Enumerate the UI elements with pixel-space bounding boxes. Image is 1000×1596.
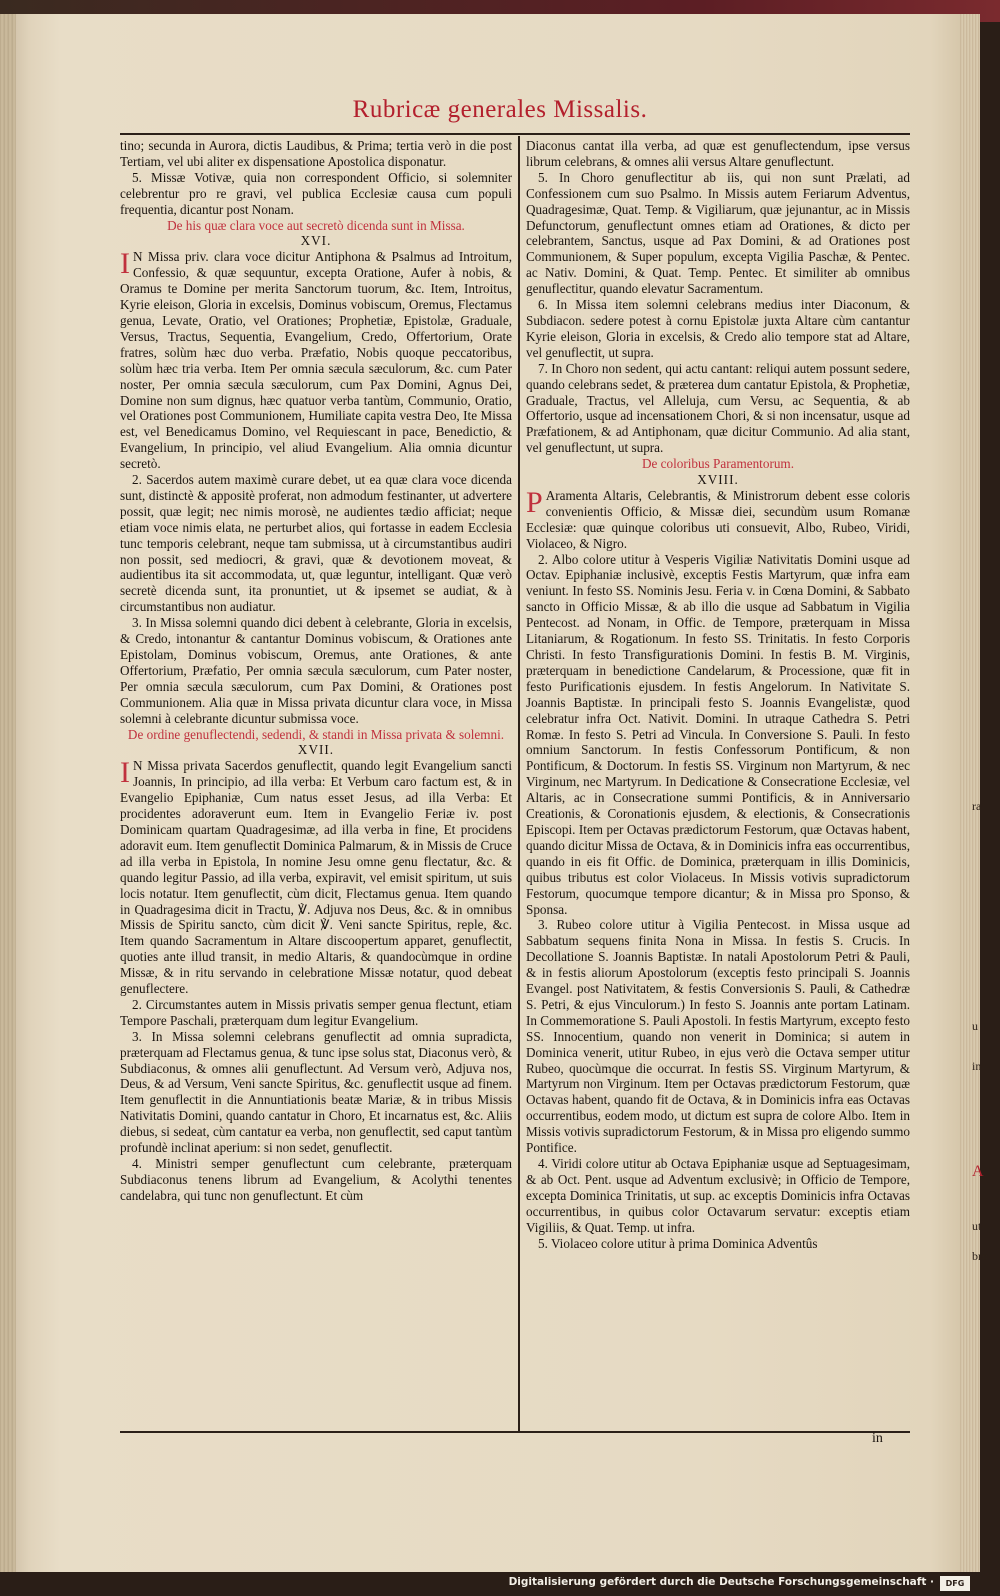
header-rule (120, 133, 910, 135)
page-gutter (0, 14, 16, 1572)
paragraph: 2. Albo colore utitur à Vesperis Vigiliæ Nativitatis Domini usque ad Octav. Epiphaniæ inclusivè, exceptis Festis Martyrum, quæ infra eam veniunt. In festo SS. Nominis Jesu. Feria v. in Cœna Domini, & Sabbato sancto in Officio Missæ, & ab illo die usque ad Sabbatum in Vigilia Pentecost. ad Nonam, in Offic. de Tempore, præterquam in Missa Litaniarum, & Rogationum. In festo SS. Trinitatis. In festo Corporis Christi. In festo Transfigurationis Domini. In festis B. M. Virginis, præterquam in benedictione Candelarum, & Processione, quæ fit in festo Purificationis ejusdem. In festis Angelorum. In Nativitate S. Joannis Baptistæ. In principali festo S. Joannis Evangelistæ, quod celebratur infra Oct. Nativit. Domini. In utraque Cathedra S. Petri Romæ. In festo S. Petri ad Vincula. In Conversione S. Pauli. In festo omnium Sanctorum. In festis Confessorum Pontificum, & non Pontificum, & Doctorum. In festis SS. Virginum non Martyrum, & nec Virginum, nec Martyrum. In Dedicatione & Consecratione Ecclesiæ, vel Altaris, ac in Consecratione summi Pontificis, & in Anniversario Creationis, & Coronationis ejusdem, & electionis, & Consecrationis Episcopi. Item per Octavas prædictorum Festorum, quæ Octavas habent, quando dicitur Missa de Octava, & in Dominicis infra eas occurrentibus, quando in eis fit Offic. de Dominica, præterquam in illis Dominicis, quibus tributus est color Violaceus. In Missis votivis supradictorum Festorum, quocumque tempore dicantur; & in Missa pro Sponso, & Sponsa. (526, 551, 910, 917)
paragraph: 2. Circumstantes autem in Missis privatis semper genua flectunt, etiam Tempore Paschali, præterquam dum legitur Evangelium. (120, 996, 512, 1028)
chapter-number: XVII. (297, 742, 335, 758)
paragraph: Diaconus cantat illa verba, ad quæ est genuflectendum, ipse versus librum celebrans, & omnes alii versus Altare genuflectunt. (526, 138, 910, 169)
paragraph: 7. In Choro non sedent, qui actu cantant: reliqui autem possunt sedere, quando celebrans sedet, & præterea dum cantatur Epistola, & Prophetiæ, Graduale, Tractus, vel Alleluja, cum Versu, ac Sequentia, & ab Offertorio, usque ad incensationem Chori, & si non incensatur, usque ad Præfationem, & ad Antiphonam, quæ dicitur Communio. Ad alia stant, vel genuflectunt, ut supra. (526, 360, 910, 456)
footer-rule (120, 1431, 910, 1433)
paragraph: 3. In Missa solemni quando dici debent à celebrante, Gloria in excelsis, & Credo, intonantur & cantantur Dominus vobiscum, & Orationes ante Epistolam, Dominus vobiscum, Oremus, ante Orationes, & ante Offertorium, Præfatio, Per omnia sæcula sæculorum, cum Pater noster, Per omnia sæcula sæculorum, cum Pax Domini, & Orationes post Communionem. Alia quæ in Missa privata dicuntur clara voce, in Missa solemni à celebrante dicuntur submissa voce. (120, 615, 512, 726)
paragraph: N Missa privata Sacerdos genuflectit, quando legit Evangelium sancti Joannis, In principio, ad illa verba: Et Verbum caro factum est, & in Evangelio Epiphaniæ, Cum natus esset Jesus, ad illa Verba: Et procidentes adoraverunt eum. Item in Evangelio Feriæ iv. post Dominicam quartam Quadragesimæ, ad illa verba in fine, Et procidens adoravit eum. Item genuflectit Dominica Palmarum, & in Missis de Cruce ad illa verba in Epistola, In nomine Jesu omne genu flectatur, &c. & quando legitur Passio, ad illa verba, expiravit, vel emisit spiritum, ut suis locis notatur. Item genuflectit, cùm dicit, Flectamus genua. Item quando in Quadragesima dicit in Tractu, ℣. Adjuva nos Deus, &c. & in omnibus Missis de Spiritu sancto, cùm dicit ℣. Veni sancte Spiritus, reple, &c. Item quando Sacramentum in Altare discoopertum apparet, genuflectit, quoties ante illud transit, in medio Altaris, & quandocùmque in ordine Missæ, & in ritu servando in celebratione Missæ notatur, quod debeat genuflectere. (120, 758, 512, 997)
paragraph: 5. Missæ Votivæ, quia non correspondent Officio, si solemniter celebrentur pro re gravi, vel publica Ecclesiæ causa cum populi frequentia, dicantur post Nonam. (120, 169, 512, 217)
paragraph: Aramenta Altaris, Celebrantis, & Ministrorum debent esse coloris convenientis Officio, & Missæ diei, secundùm usum Romanæ Ecclesiæ: quæ quinque coloribus uti consuevit, Albo, Rubeo, Viridi, Violaceo, & Nigro. (526, 487, 910, 551)
chapter-number: XVI. (300, 233, 332, 249)
next-page-fragment: in (972, 1060, 982, 1073)
chapter-title: De his quæ clara voce aut secretò dicenda sunt in Missa. (167, 217, 465, 233)
drop-initial-i: I (120, 756, 130, 790)
paragraph: 4. Ministri semper genuflectunt cum celebrante, præterquam Subdiaconus tenens librum ad Evangelium, & Acolythi tenentes candelabra, qui tunc non genuflectunt. Et cùm (120, 1156, 512, 1203)
running-title: Rubricæ generales Missalis. (352, 96, 648, 123)
paragraph: 5. In Choro genuflectitur ab iis, qui non sunt Prælati, ad Confessionem cum suo Psalmo. In Missis autem Feriarum Adventus, Quadragesimæ, Quat. Temp. & Vigiliarum, quæ jejunantur, ac in Missis Defunctorum, genuflectunt omnes etiam ad Orationes, & dicto per celebrantem, Sanctus, usque ad Pax Domini, & ad Orationes post Communionem, & Super populum, excepta Vigilia Paschæ, & Pentec. ac Nativ. Domini, & Quat. Temp. Pentec. Et similiter ab omnibus genuflectitur, quando elevatur Sacramentum. (526, 169, 910, 297)
paragraph: 3. Rubeo colore utitur à Vigilia Pentecost. in Missa usque ad Sabbatum sequens finita Nona in Missa. In festis S. Crucis. In Decollatione S. Joannis Baptistæ. In natali Apostolorum Petri & Pauli, & in festis aliorum Apostolorum (exceptis festo principali S. Joannis Evangel. post Nativitatem, & festis Conversionis S. Pauli, & Cathedræ S. Petri, & ejus Vinculorum.) In festo S. Joannis ante portam Latinam. In Commemoratione S. Pauli Apostoli. In festis Martyrum, excepto festo SS. Innocentium, quando non venerit in Dominica; si autem in Dominica venerit, utitur Rubeo, in ejus verò die Octava semper utitur Rubeo, quocùmque die occurrat. In festis SS. Virginum Martyrum, & Martyrum non Virginum. Item per Octavas prædictorum Festorum, quæ Octavas habent, quando fit de Octava, & in Dominicis infra eas Octavas occurrentibus, eodem modo, ut dictum est supra de colore Albo. Item in Missis votivis supradictorum Festorum, & in Missa pro eligendo summo Pontifice. (526, 917, 910, 1156)
next-page-initial: A (972, 1165, 984, 1178)
paragraph: tino; secunda in Aurora, dictis Laudibus, & Prima; tertia verò in die post Tertiam, vel ubi aliter ex dispensatione Apostolica disponatur. (120, 138, 512, 169)
paragraph: 6. In Missa item solemni celebrans medius inter Diaconum, & Subdiacon. sedere potest à cornu Epistolæ juxta Altare cùm cantantur Kyrie eleison, Gloria in excelsis, & Credo alio tempore stat ad Altare, vel genuflectit, ut supra. (526, 297, 910, 360)
column-divider (518, 136, 520, 1431)
next-page-fragment: u (972, 1020, 978, 1033)
paragraph: N Missa priv. clara voce dicitur Antiphona & Psalmus ad Introitum, Confessio, & quæ sequuntur, excepta Oratione, Aufer à nobis, & Oramus te Domine per merita Sanctorum tuorum, &c. Item, Introitus, Kyrie eleison, Gloria in excelsis, Dominus vobiscum, Oremus, Flectamus genua, Levate, Oratio, vel Orationes; Prophetiæ, Epistolæ, Graduale, Versus, Tractus, Sequentia, Evangelium, Credo, Offertorium, Orate fratres, solùm hæc duo verba. Præfatio, Nobis quoque peccatoribus, solùm hæc tria verba. Item Per omnia sæcula sæculorum, &c. cum Pater noster, Per omnia sæcula sæculorum, cum Pax Domini, Agnus Dei, Domine non sum dignus, hæc quatuor verba tantùm, Communio, Oratio, vel Orationes post Communionem, Humiliate capita vestra Deo, Ite Missa est, vel Benedicamus Domino, vel Requiescant in pace, Benedictio, & Evangelium, In principio, vel aliud Evangelium. Alia omnia dicuntur secretò. (120, 249, 512, 472)
drop-initial-p: P (526, 485, 543, 519)
digitization-footer (0, 1572, 1000, 1596)
next-page-fragment: ut (972, 1220, 982, 1233)
dfg-logo: DFG (940, 1576, 970, 1591)
paragraph: 5. Violaceo colore utitur à prima Dominica Adventûs (538, 1235, 818, 1251)
paragraph: 4. Viridi colore utitur ab Octava Epiphaniæ usque ad Septuagesimam, & ab Oct. Pent. usque ad Adventum exclusivè; in Officio de Tempore, excepta Dominica Trinitatis, ut sup. ac exceptis Dominicis infra Octavas occurrentibus, in quibus color Octavarum servatur: exceptis etiam Vigiliis, & Quat. Temp. ut infra. (526, 1156, 910, 1235)
page-edges (960, 14, 980, 1572)
funding-note: Digitalisierung gefördert durch die Deutsche Forschungsgemeinschaft · (508, 1576, 934, 1588)
chapter-title: De coloribus Paramentorum. (642, 456, 794, 472)
next-page-fragment: bro (972, 1250, 988, 1263)
chapter-number: XVIII. (697, 472, 739, 488)
chapter-title: De ordine genuflectendi, sedendi, & standi in Missa privata & solemni. (127, 726, 505, 742)
catchword: in (872, 1431, 883, 1446)
paragraph: 3. In Missa solemni celebrans genuflectit ad omnia supradicta, præterquam ad Flectamus genua, & tunc ipse solus stat, Diaconus verò, & Subdiaconus, & omnes alii genuflectunt. Ad Versum verò, Adjuva nos, Deus, & ad Versum, Veni sancte Spiritus, &c. genuflectit usque ad finem. Item genuflectit in die Annuntiationis beatæ Mariæ, & in tribus Missis Nativitatis Domini, quando cantatur in Choro, Et incarnatus est, &c. Aliis diebus, si sedeat, cùm cantatur ea verba, non genuflectit, sed caput tantùm profundè inclinat aperium: si non sedet, genuflectit. (120, 1028, 512, 1156)
right-column (526, 138, 910, 1438)
drop-initial-i: I (120, 247, 130, 281)
next-page-fragment: ra (972, 800, 982, 813)
paragraph: 2. Sacerdos autem maximè curare debet, ut ea quæ clara voce dicenda sunt, distinctè & appositè proferat, non admodum festinanter, ut advertere possit, quæ legit; nec nimis morosè, ne audientes tædio afficiat; neque etiam voce nimis elata, ne perturbet alios, qui fortasse in eadem Ecclesia tunc temporis celebrant, neque tam submissa, ut à circumstantibus audiri non possit, sed mediocri, & gravi, quæ & devotionem moveat, & audientibus ita sit accommodata, ut, quæ leguntur, intelligant. Quæ verò secretè dicenda sunt, ita pronuntiet, ut & ipsemet se audiat, & à circumstantibus non audiatur. (120, 472, 512, 615)
left-column (120, 138, 512, 1438)
